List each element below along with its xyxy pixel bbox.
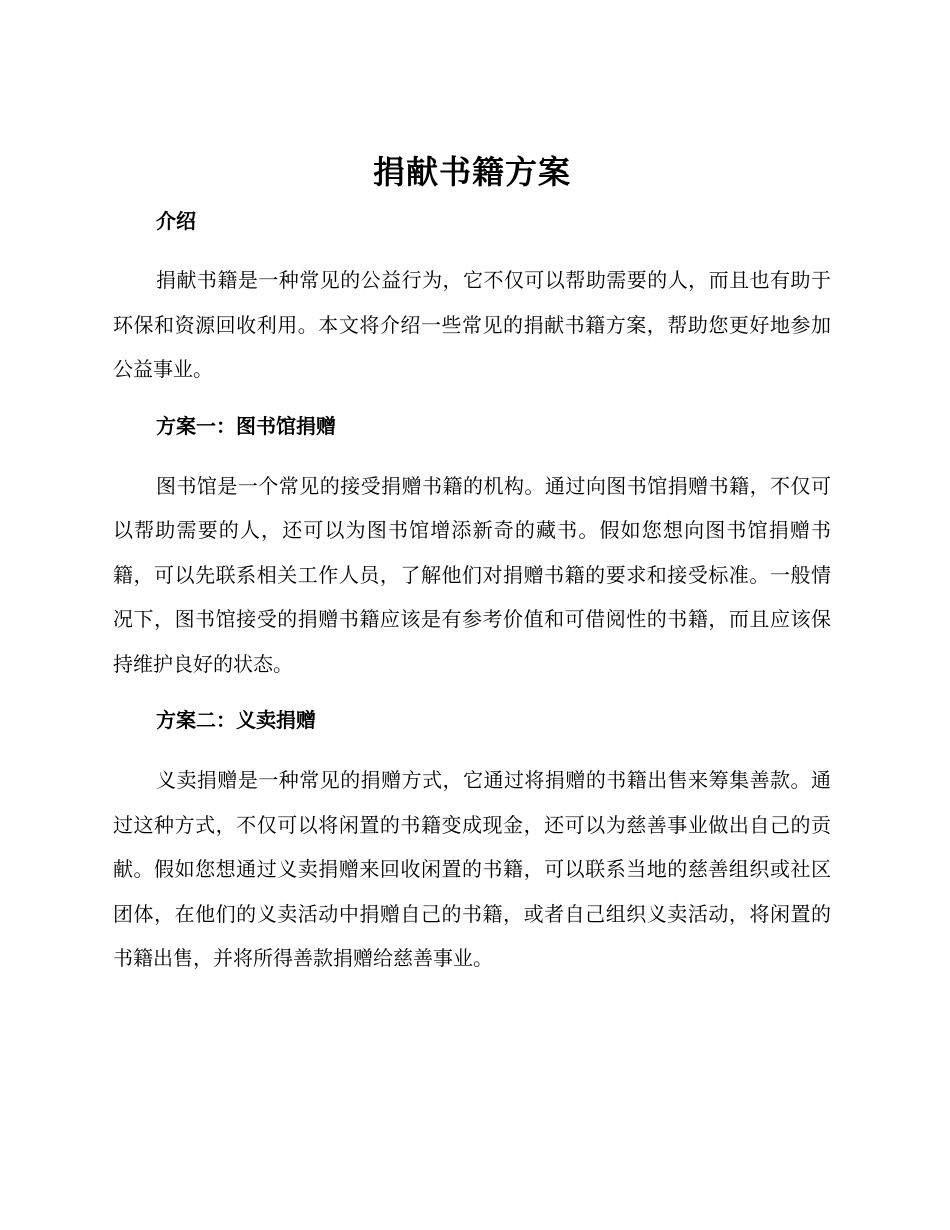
document-title: 捐献书籍方案 [372,153,571,191]
section-body-charity-sale-donation: 义卖捐赠是一种常见的捐赠方式，它通过将捐赠的书籍出售来筹集善款。通过这种方式，不仅可以将闲置的书籍变成现金，还可以为慈善事业做出自己的贡献。假如您想通过义卖捐赠来回收闲置的书籍，可以联系当地的慈善组织或社区团体，在他们的义卖活动中捐赠自己的书籍，或者自己组织义卖活动，将闲置的书籍出售，并将所得善款捐赠给慈善事业。 [113,768,831,970]
section-heading-introduction: 介绍 [156,209,196,233]
section-body-library-donation: 图书馆是一个常见的接受捐赠书籍的机构。通过向图书馆捐赠书籍，不仅可以帮助需要的人，还可以为图书馆增添新奇的藏书。假如您想向图书馆捐赠书籍，可以先联系相关工作人员，了解他们对捐赠书籍的要求和接受标准。一般情况下，图书馆接受的捐赠书籍应该是有参考价值和可借阅性的书籍，而且应该保持维护良好的状态。 [113,473,831,676]
section-body-introduction: 捐献书籍是一种常见的公益行为，它不仅可以帮助需要的人，而且也有助于环保和资源回收利用。本文将介绍一些常见的捐献书籍方案，帮助您更好地参加公益事业。 [113,268,831,381]
section-heading-library-donation: 方案一：图书馆捐赠 [156,413,336,438]
section-heading-charity-sale-donation: 方案二：义卖捐赠 [156,708,316,732]
document-content [113,148,831,981]
